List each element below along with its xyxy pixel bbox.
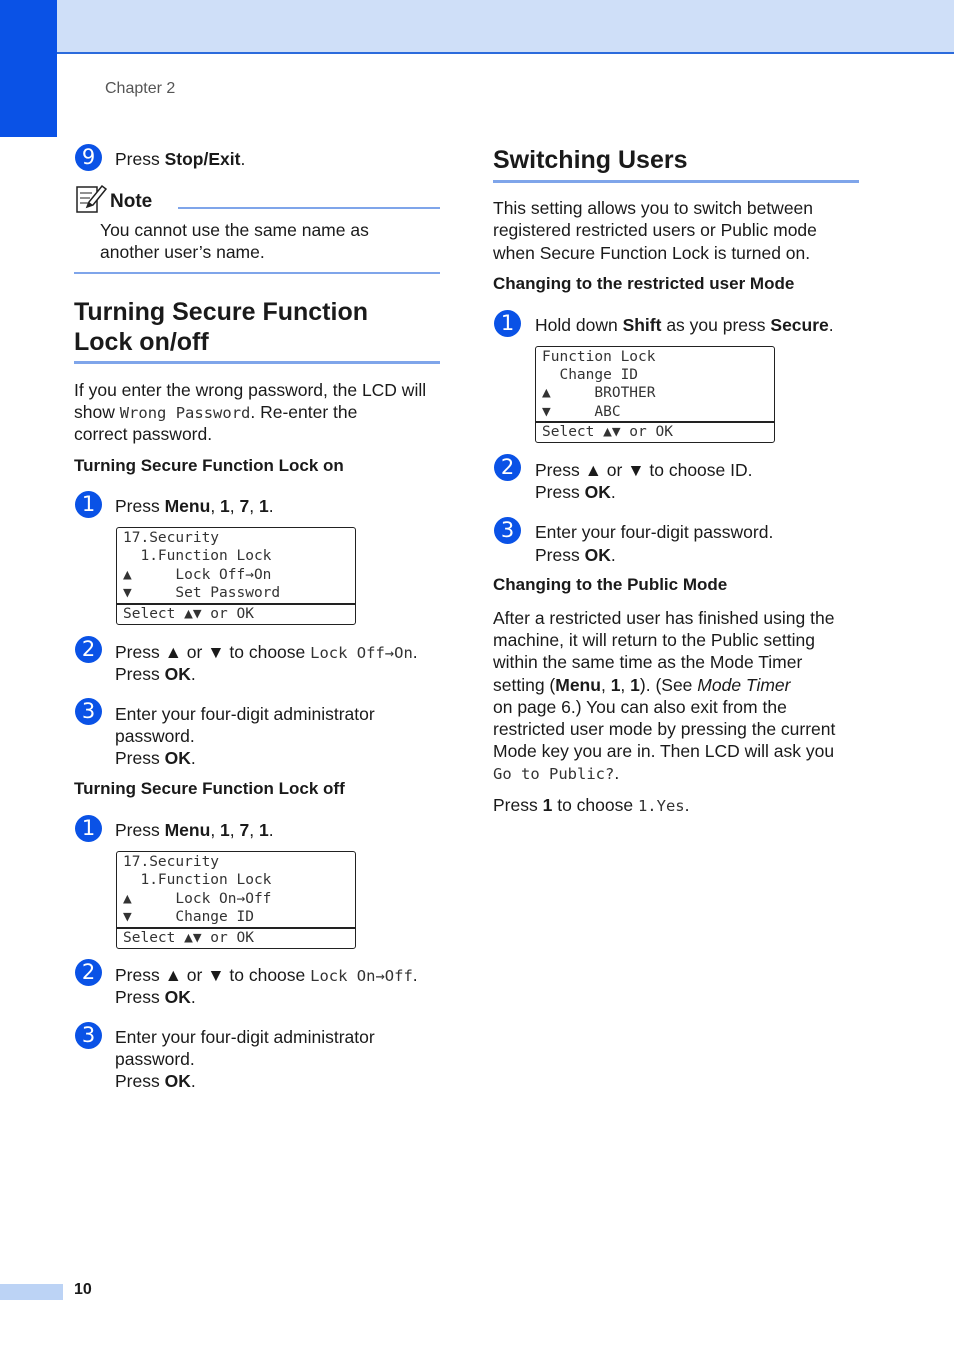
subheading-lock-off: Turning Secure Function Lock off	[74, 779, 345, 798]
restricted-step-3-line-2: Press OK.	[535, 545, 616, 565]
off-step-number-2: 2	[75, 959, 102, 986]
header-band	[0, 0, 954, 54]
off-step-2-line-1: Press ▲ or ▼ to choose Lock On→Off.	[115, 965, 418, 985]
public-line-7: Mode key you are in. Then LCD will ask you	[493, 741, 835, 761]
off-step-number-3: 3	[75, 1022, 102, 1049]
intro-line-3: correct password.	[74, 424, 213, 444]
off-step-3-line-2: password.	[115, 1049, 195, 1069]
lcd-line: Select ▲▼ or OK	[123, 606, 254, 622]
public-last-line: Press 1 to choose 1.Yes.	[493, 795, 690, 815]
restricted-step-number-3: 3	[494, 517, 521, 544]
restricted-step-number-2: 2	[494, 454, 521, 481]
switching-users-rule	[493, 180, 859, 183]
lcd-line: Select ▲▼ or OK	[123, 930, 254, 946]
chapter-tab	[0, 0, 57, 137]
off-step-number-1: 1	[75, 815, 102, 842]
on-step-1-text: Press Menu, 1, 7, 1.	[115, 496, 274, 516]
note-title: Note	[110, 191, 153, 212]
step-9-text: Press Stop/Exit.	[115, 149, 246, 169]
lcd-line: ▼ Set Password	[123, 585, 281, 601]
chapter-label: Chapter 2	[105, 80, 176, 97]
section-title-rule	[74, 361, 440, 364]
section-title-line-2: Lock on/off	[74, 328, 209, 356]
public-line-4: setting (Menu, 1, 1). (See Mode Timer	[493, 675, 791, 695]
switch-intro-line-3: when Secure Function Lock is turned on.	[493, 243, 811, 263]
off-step-3-line-3: Press OK.	[115, 1071, 196, 1091]
lcd-display-lock-off	[116, 851, 356, 949]
restricted-step-1-text: Hold down Shift as you press Secure.	[535, 315, 834, 335]
on-step-number-3: 3	[75, 698, 102, 725]
restricted-step-2-line-2: Press OK.	[535, 482, 616, 502]
step-number-9: 9	[75, 144, 102, 171]
page-number: 10	[74, 1281, 92, 1298]
note-line-1: You cannot use the same name as	[100, 220, 369, 240]
note-bottom-rule	[74, 272, 440, 274]
lcd-line: 1.Function Lock	[123, 872, 272, 888]
lcd-line: ▲ Lock On→Off	[123, 891, 272, 907]
switch-intro-line-1: This setting allows you to switch between	[493, 198, 814, 218]
off-step-3-line-1: Enter your four-digit administrator	[115, 1027, 375, 1047]
public-line-1: After a restricted user has finished using the	[493, 608, 835, 628]
lcd-display-lock-on	[116, 527, 356, 625]
switching-users-title: Switching Users	[493, 146, 688, 174]
section-title-line-1: Turning Secure Function	[74, 298, 368, 326]
lcd-line: Select ▲▼ or OK	[542, 424, 673, 440]
lcd-line: ▲ Lock Off→On	[123, 567, 272, 583]
note-pencil-icon	[75, 183, 107, 215]
subheading-lock-on: Turning Secure Function Lock on	[74, 456, 344, 475]
restricted-step-number-1: 1	[494, 310, 521, 337]
restricted-step-3-line-1: Enter your four-digit password.	[535, 522, 774, 542]
intro-line-1: If you enter the wrong password, the LCD will	[74, 380, 427, 400]
lcd-line: 17.Security	[123, 530, 220, 546]
public-line-8: Go to Public?.	[493, 763, 620, 783]
lcd-display-change-id	[535, 346, 775, 443]
on-step-number-2: 2	[75, 636, 102, 663]
lcd-line: ▼ ABC	[542, 404, 621, 420]
on-step-2-line-1: Press ▲ or ▼ to choose Lock Off→On.	[115, 642, 418, 662]
switch-intro-line-2: registered restricted users or Public mode	[493, 220, 817, 240]
off-step-2-line-2: Press OK.	[115, 987, 196, 1007]
lcd-line: ▼ Change ID	[123, 909, 254, 925]
subheading-public-mode: Changing to the Public Mode	[493, 575, 728, 594]
on-step-2-line-2: Press OK.	[115, 664, 196, 684]
on-step-3-line-1: Enter your four-digit administrator	[115, 704, 375, 724]
public-line-5: on page 6.) You can also exit from the	[493, 697, 787, 717]
footer-bar	[0, 1284, 63, 1300]
public-line-2: machine, it will return to the Public setting	[493, 630, 815, 650]
lcd-line: Change ID	[542, 367, 639, 383]
note-top-rule	[178, 207, 440, 209]
on-step-3-line-3: Press OK.	[115, 748, 196, 768]
lcd-line: Function Lock	[542, 349, 656, 365]
on-step-number-1: 1	[75, 491, 102, 518]
restricted-step-2-line-1: Press ▲ or ▼ to choose ID.	[535, 460, 753, 480]
public-line-3: within the same time as the Mode Timer	[493, 652, 803, 672]
intro-line-2: show Wrong Password. Re-enter the	[74, 402, 358, 422]
lcd-line: ▲ BROTHER	[542, 385, 656, 401]
note-line-2: another user’s name.	[100, 242, 265, 262]
subheading-restricted-mode: Changing to the restricted user Mode	[493, 274, 795, 293]
public-line-6: restricted user mode by pressing the current	[493, 719, 836, 739]
on-step-3-line-2: password.	[115, 726, 195, 746]
lcd-line: 17.Security	[123, 854, 220, 870]
off-step-1-text: Press Menu, 1, 7, 1.	[115, 820, 274, 840]
lcd-line: 1.Function Lock	[123, 548, 272, 564]
